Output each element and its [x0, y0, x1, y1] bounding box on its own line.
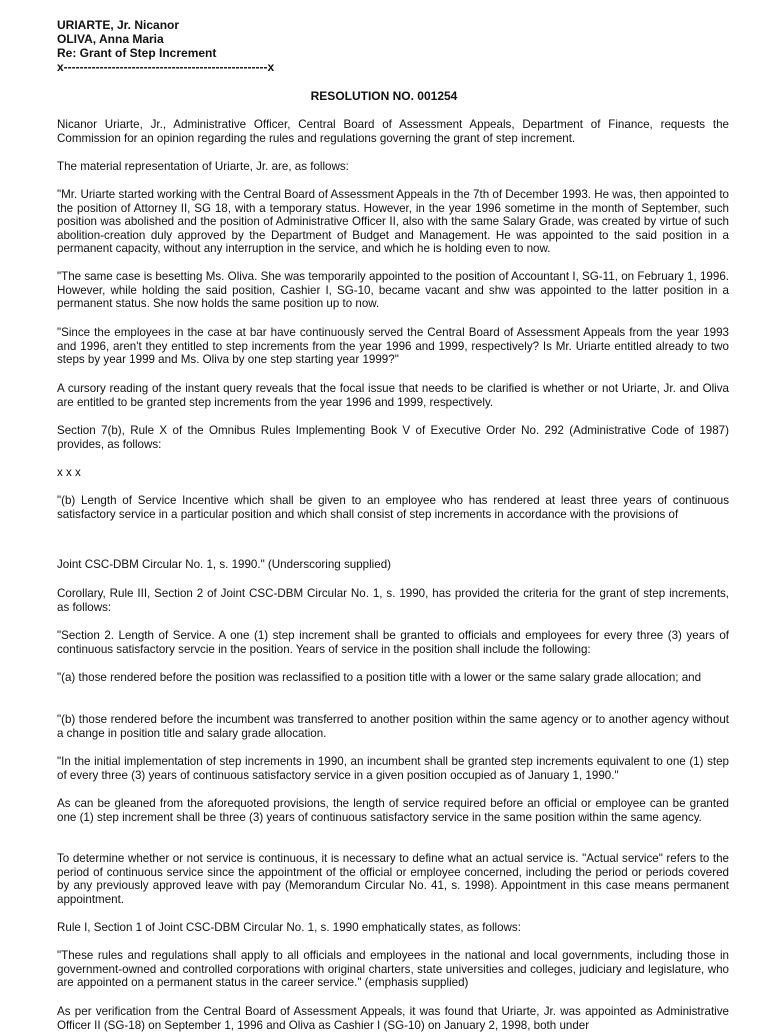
resolution-title: RESOLUTION NO. 001254	[310, 89, 458, 103]
addressee-line-2: OLIVA, Anna Maria	[57, 32, 164, 46]
paragraph: A cursory reading of the instant query reveals that the focal issue that needs to be clarified is whether or not Uriarte, Jr. and Oliva are entitled to be granted step increments from the year 1996 and 1999, respectively.	[57, 382, 729, 409]
paragraph: "(a) those rendered before the position was reclassified to a position title with a lower or the same salary grade allocation; and	[57, 671, 702, 684]
header-separator: x---------------------------------------------------x	[57, 60, 275, 74]
paragraph: x x x	[57, 466, 81, 479]
paragraph: Nicanor Uriarte, Jr., Administrative Officer, Central Board of Assessment Appeals, Department of Finance, requests the Commission for an opinion regarding the rules and regulations governing the grant of step increment.	[57, 118, 729, 145]
subject-line: Re: Grant of Step Increment	[57, 46, 217, 60]
document-header	[57, 18, 274, 74]
paragraph: Section 7(b), Rule X of the Omnibus Rules Implementing Book V of Executive Order No. 292 (Administrative Code of 1987) provides, as follows:	[57, 424, 729, 451]
paragraph: Corollary, Rule III, Section 2 of Joint CSC-DBM Circular No. 1, s. 1990, has provided the criteria for the grant of step increments, as follows:	[57, 587, 729, 614]
paragraph: Joint CSC-DBM Circular No. 1, s. 1990." (Underscoring supplied)	[57, 558, 392, 571]
paragraph: The material representation of Uriarte, Jr. are, as follows:	[57, 160, 349, 173]
paragraph: "(b) those rendered before the incumbent was transferred to another position within the same agency or to another agency without a change in position title and salary grade allocation.	[57, 713, 729, 740]
paragraph: "Mr. Uriarte started working with the Central Board of Assessment Appeals in the 7th of December 1993. He was, then appointed to the position of Attorney II, SG 18, with a temporary status. However, in the year 1996 sometime in the month of September, such position was abolished and the position of Administrative Officer II, also with the same Salary Grade, was created by virtue of such abolition-creation duly approved by the Department of Budget and Management. He was appointed to the said position in a permanent capacity, without any interruption in the service, and which he is holding even to now.	[57, 188, 729, 256]
paragraph: Rule I, Section 1 of Joint CSC-DBM Circular No. 1, s. 1990 emphatically states, as follows:	[57, 921, 521, 934]
paragraph: As per verification from the Central Board of Assessment Appeals, it was found that Uriarte, Jr. was appointed as Administrative Officer II (SG-18) on September 1, 1996 and Oliva as Cashier I (SG-10) on January 2, 1998, both under	[57, 1005, 729, 1032]
paragraph: "These rules and regulations shall apply to all officials and employees in the national and local governments, including those in government-owned and controlled corporations with original charters, state universities and colleges, judiciary and legislature, who are appointed on a permanent status in the career service." (emphasis supplied)	[57, 949, 729, 990]
paragraph: "The same case is besetting Ms. Oliva. She was temporarily appointed to the position of Accountant I, SG-11, on February 1, 1996. However, while holding the said position, Cashier I, SG-10, became vacant and shw was appointed to the latter position in a permanent status. She now holds the same position up to now.	[57, 270, 729, 311]
paragraph: "Section 2. Length of Service. A one (1) step increment shall be granted to officials and employees for every three (3) years of continuous satisfactory servcie in the position. Years of service in the position shall include the following:	[57, 629, 729, 656]
addressee-line-1: URIARTE, Jr. Nicanor	[57, 18, 180, 32]
paragraph: "In the initial implementation of step increments in 1990, an incumbent shall be granted step increments equivalent to one (1) step of every three (3) years of continuous satisfactory service in a given position occupied as of January 1, 1990."	[57, 755, 729, 782]
paragraph: "Since the employees in the case at bar have continuously served the Central Board of Assessment Appeals from the year 1993 and 1996, aren't they entitled to step increments from the year 1996 and 1999, respectively? Is Mr. Uriarte entitled already to two steps by year 1999 and Ms. Oliva by one step starting year 1999?"	[57, 326, 729, 367]
paragraph: As can be gleaned from the aforequoted provisions, the length of service required before an official or employee can be granted one (1) step increment shall be three (3) years of continuous satisfactory service in the same position within the same agency.	[57, 797, 729, 824]
paragraph: "(b) Length of Service Incentive which shall be given to an employee who has rendered at least three years of continuous satisfactory service in a particular position and which shall consist of step increments in accordance with the provisions of	[57, 494, 729, 521]
paragraph: To determine whether or not service is continuous, it is necessary to define what an actual service is. "Actual service" refers to the period of continuous service since the appointment of the official or employee concerned, including the period or periods covered by any previously approved leave with pay (Memorandum Circular No. 41, s. 1998). Appointment in this case means permanent appointment.	[57, 852, 729, 906]
